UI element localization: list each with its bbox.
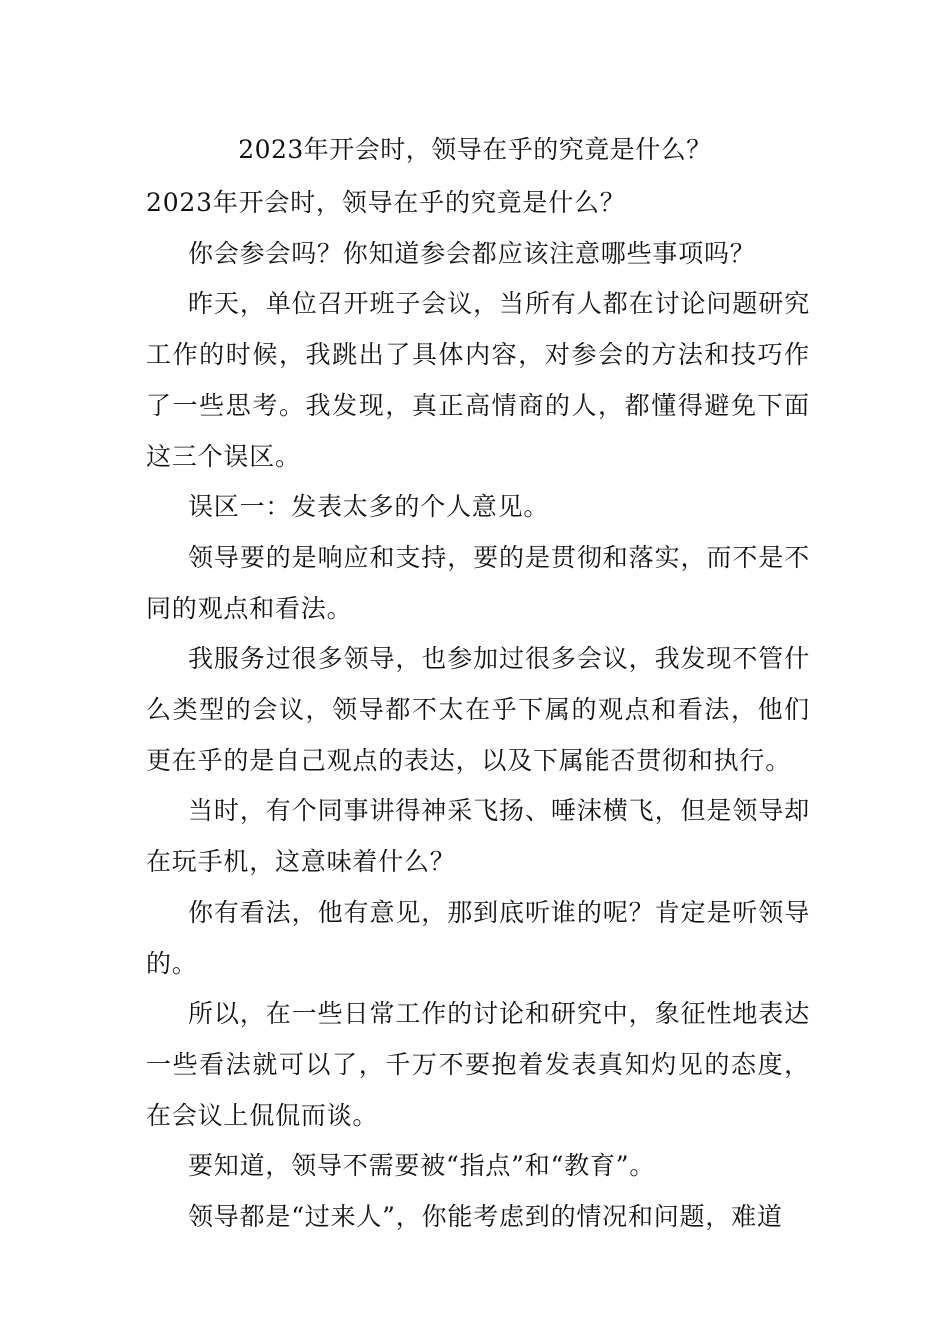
paragraph-subheading: 误区一：发表太多的个人意见。 bbox=[188, 492, 550, 522]
paragraph: 我服务过很多领导，也参加过很多会议，我发现不管什么类型的会议，领导都不太在乎下属的观点和看法，他们更在乎的是自己观点的表达，以及下属能否贯彻和执行。 bbox=[146, 644, 810, 775]
paragraph: 领导都是“过来人”，你能考虑到的情况和问题，难道 bbox=[188, 1202, 783, 1232]
paragraph: 你有看法，他有意见，那到底听谁的呢？肯定是听领导的。 bbox=[146, 897, 810, 978]
document-title: 2023年开会时，领导在乎的究竟是什么？ bbox=[238, 135, 712, 164]
document-body bbox=[146, 178, 810, 1243]
paragraph: 你会参会吗？你知道参会都应该注意哪些事项吗？ bbox=[188, 238, 756, 268]
paragraph: 所以，在一些日常工作的讨论和研究中，象征性地表达一些看法就可以了，千万不要抱着发表真知灼见的态度，在会议上侃侃而谈。 bbox=[146, 999, 810, 1130]
paragraph-heading-repeat: 2023年开会时，领导在乎的究竟是什么？ bbox=[146, 188, 626, 217]
paragraph: 要知道，领导不需要被“指点”和“教育”。 bbox=[188, 1151, 656, 1181]
paragraph: 领导要的是响应和支持，要的是贯彻和落实，而不是不同的观点和看法。 bbox=[146, 542, 810, 623]
paragraph: 当时，有个同事讲得神采飞扬、唾沫横飞，但是领导却在玩手机，这意味着什么？ bbox=[146, 796, 810, 877]
paragraph: 昨天，单位召开班子会议，当所有人都在讨论问题研究工作的时候，我跳出了具体内容，对参会的方法和技巧作了一些思考。我发现，真正高情商的人，都懂得避免下面这三个误区。 bbox=[146, 289, 810, 471]
